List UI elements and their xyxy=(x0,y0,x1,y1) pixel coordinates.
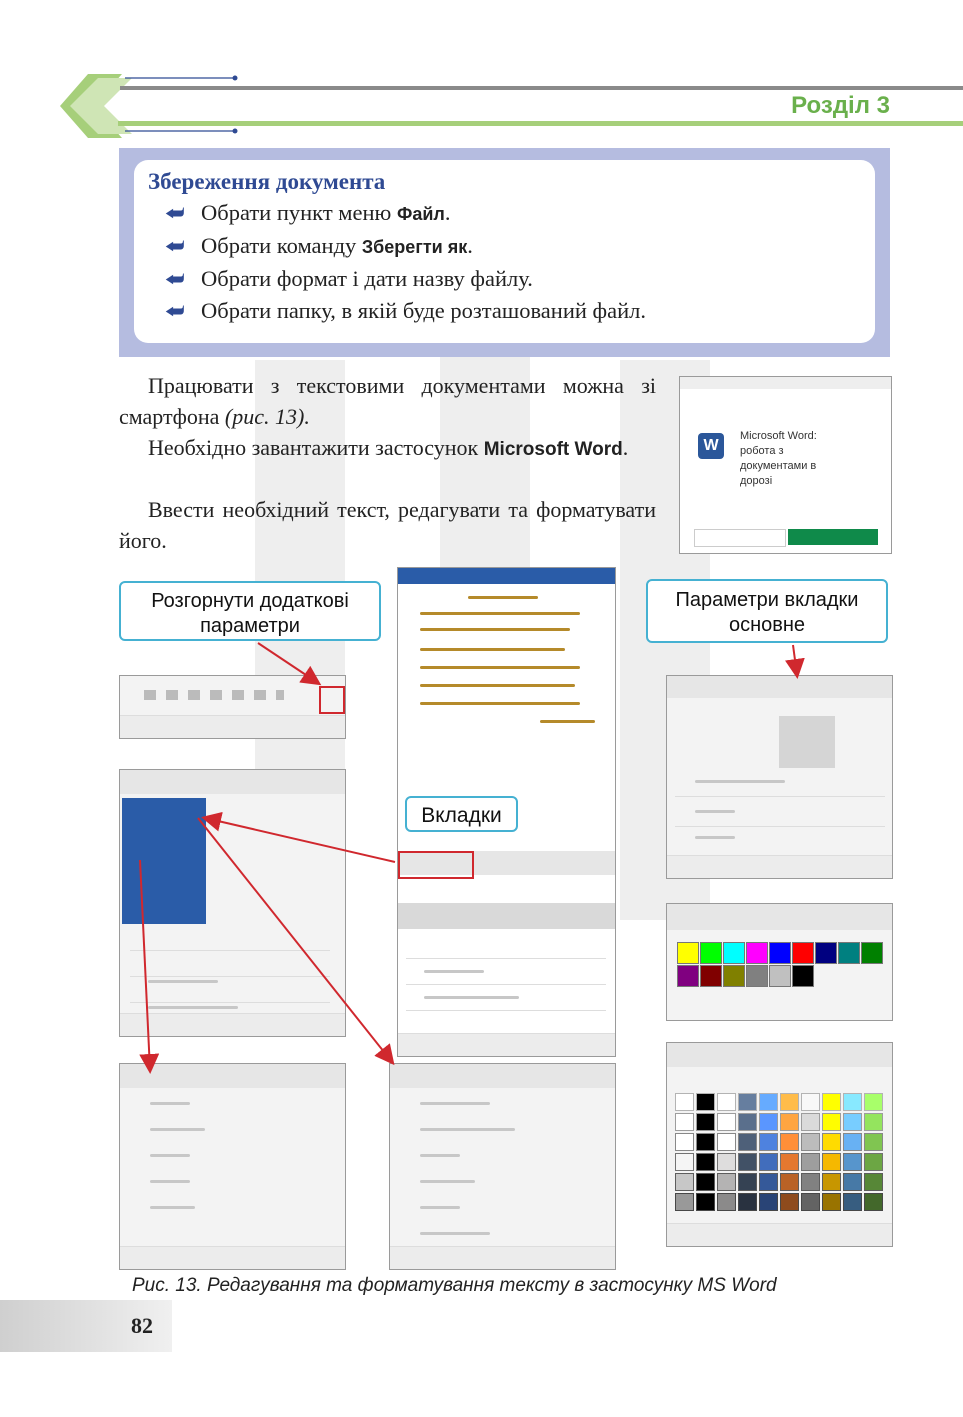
callout-tabs: Вкладки xyxy=(405,796,518,832)
step-4: ⮨ Обрати папку, в якій буде розташований файл. xyxy=(165,298,646,323)
page-number: 82 xyxy=(131,1313,153,1338)
paragraph-2: Необхідно завантажити застосунок Microsoft Word. xyxy=(148,435,629,460)
arrow-expand xyxy=(258,643,318,683)
word-app-icon: W xyxy=(698,433,724,459)
step-3: ⮨ Обрати формат і дати назву файлу. xyxy=(165,266,533,291)
step-1: ⮨ Обрати пункт меню Файл. xyxy=(165,200,451,225)
callout-expand-params: Розгорнути додаткові параметри xyxy=(119,581,381,641)
arrow-tabs xyxy=(205,818,395,862)
paragraph-3: Ввести необхідний текст, редагувати та форматувати його. xyxy=(119,497,656,553)
section-title: Розділ 3 xyxy=(791,92,890,119)
arrow-icon: ⮨ xyxy=(165,234,185,258)
arrow-icon: ⮨ xyxy=(165,267,185,291)
step-2: ⮨ Обрати команду Зберегти як. xyxy=(165,233,473,258)
arrow-layout xyxy=(140,860,150,1070)
instruction-title: Збереження документа xyxy=(148,169,386,194)
arrow-params xyxy=(793,645,797,675)
callout-tab-params: Параметри вкладки основне xyxy=(646,579,888,643)
figure-caption: Рис. 13. Редагування та форматування тексту в застосунку MS Word xyxy=(132,1275,777,1296)
store-app-name: Microsoft Word: робота з документами в дорозі xyxy=(740,430,817,487)
paragraph-1: Працювати з текстовими документами можна зі смартфона (рис. 13). xyxy=(119,373,656,429)
arrow-icon: ⮨ xyxy=(165,299,185,323)
arrow-icon: ⮨ xyxy=(165,201,185,225)
